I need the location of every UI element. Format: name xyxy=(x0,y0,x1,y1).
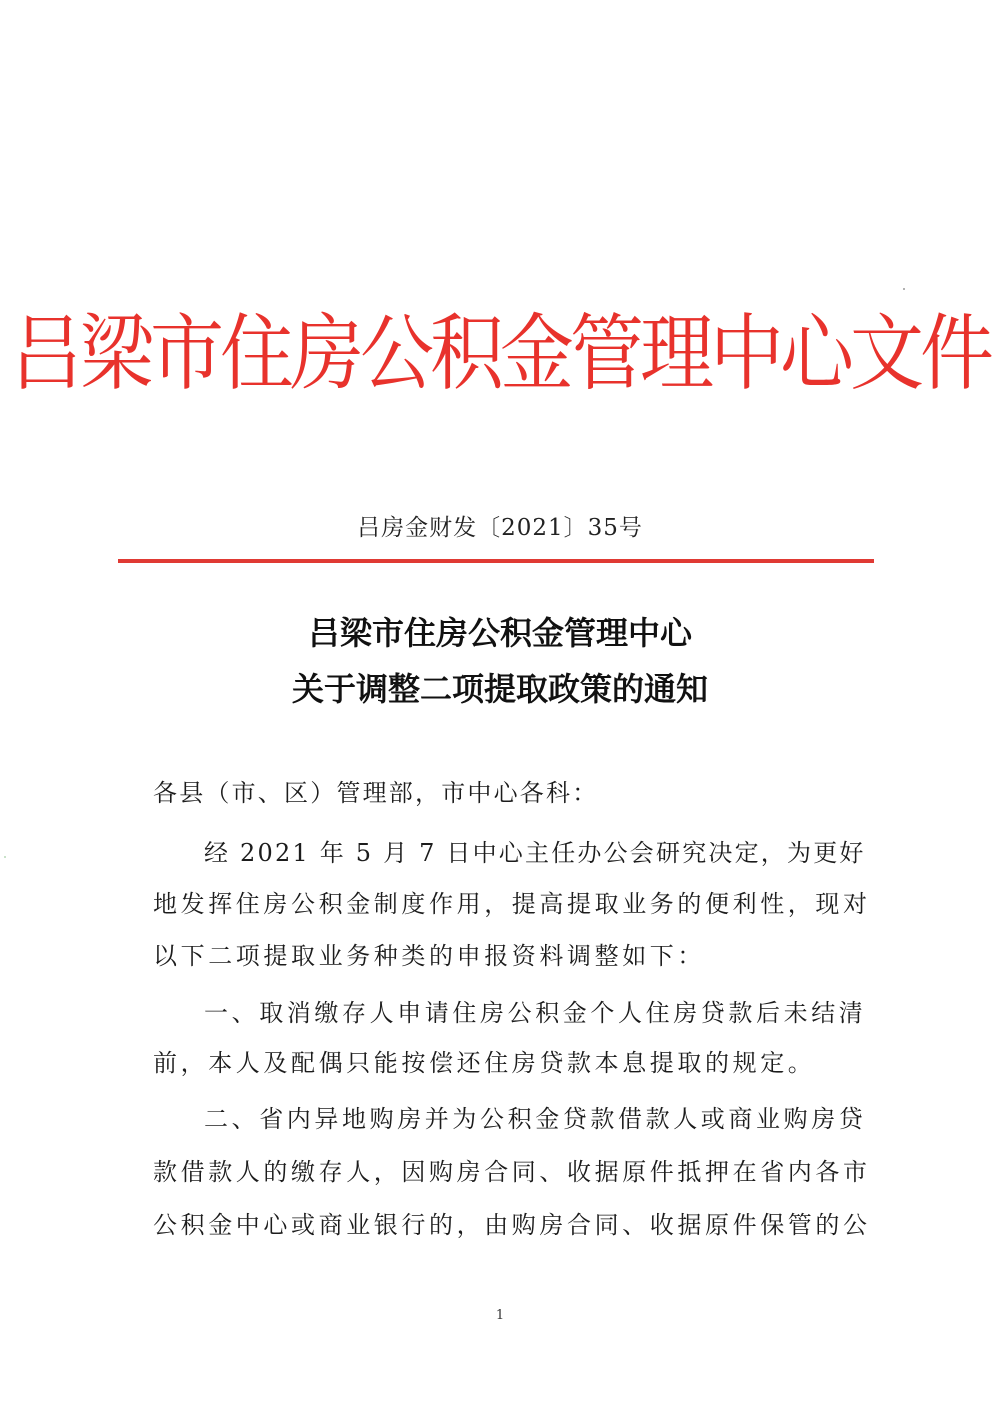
red-divider-rule xyxy=(118,559,874,563)
body-item-2-line-3: 公积金中心或商业银行的，由购房合同、收据原件保管的公 xyxy=(153,1211,871,1239)
body-paragraph-1-line-3: 以下二项提取业务种类的申报资料调整如下： xyxy=(153,942,705,970)
document-masthead: 吕梁市住房公积金管理中心文件 xyxy=(10,305,990,403)
body-item-2-line-2: 款借款人的缴存人，因购房合同、收据原件抵押在省内各市 xyxy=(153,1158,871,1186)
notice-title-line-2: 关于调整二项提取政策的通知 xyxy=(291,670,708,708)
body-item-1-line-2: 前，本人及配偶只能按偿还住房贷款本息提取的规定。 xyxy=(153,1049,816,1077)
body-item-2-line-1: 二、省内异地购房并为公积金贷款借款人或商业购房贷 xyxy=(204,1105,867,1133)
body-item-1-line-1: 一、取消缴存人申请住房公积金个人住房贷款后未结清 xyxy=(204,999,867,1027)
notice-title-line-1: 吕梁市住房公积金管理中心 xyxy=(307,614,692,652)
scan-speck xyxy=(903,288,905,290)
body-paragraph-1-line-2: 地发挥住房公积金制度作用，提高提取业务的便利性，现对 xyxy=(153,890,871,918)
scan-speck xyxy=(4,856,6,858)
document-number: 吕房金财发〔2021〕35号 xyxy=(357,515,643,541)
page-number: 1 xyxy=(495,1308,505,1323)
salutation: 各县（市、区）管理部，市中心各科： xyxy=(153,779,599,807)
body-paragraph-1-line-1: 经 2021 年 5 月 7 日中心主任办公会研究决定，为更好 xyxy=(204,839,866,867)
